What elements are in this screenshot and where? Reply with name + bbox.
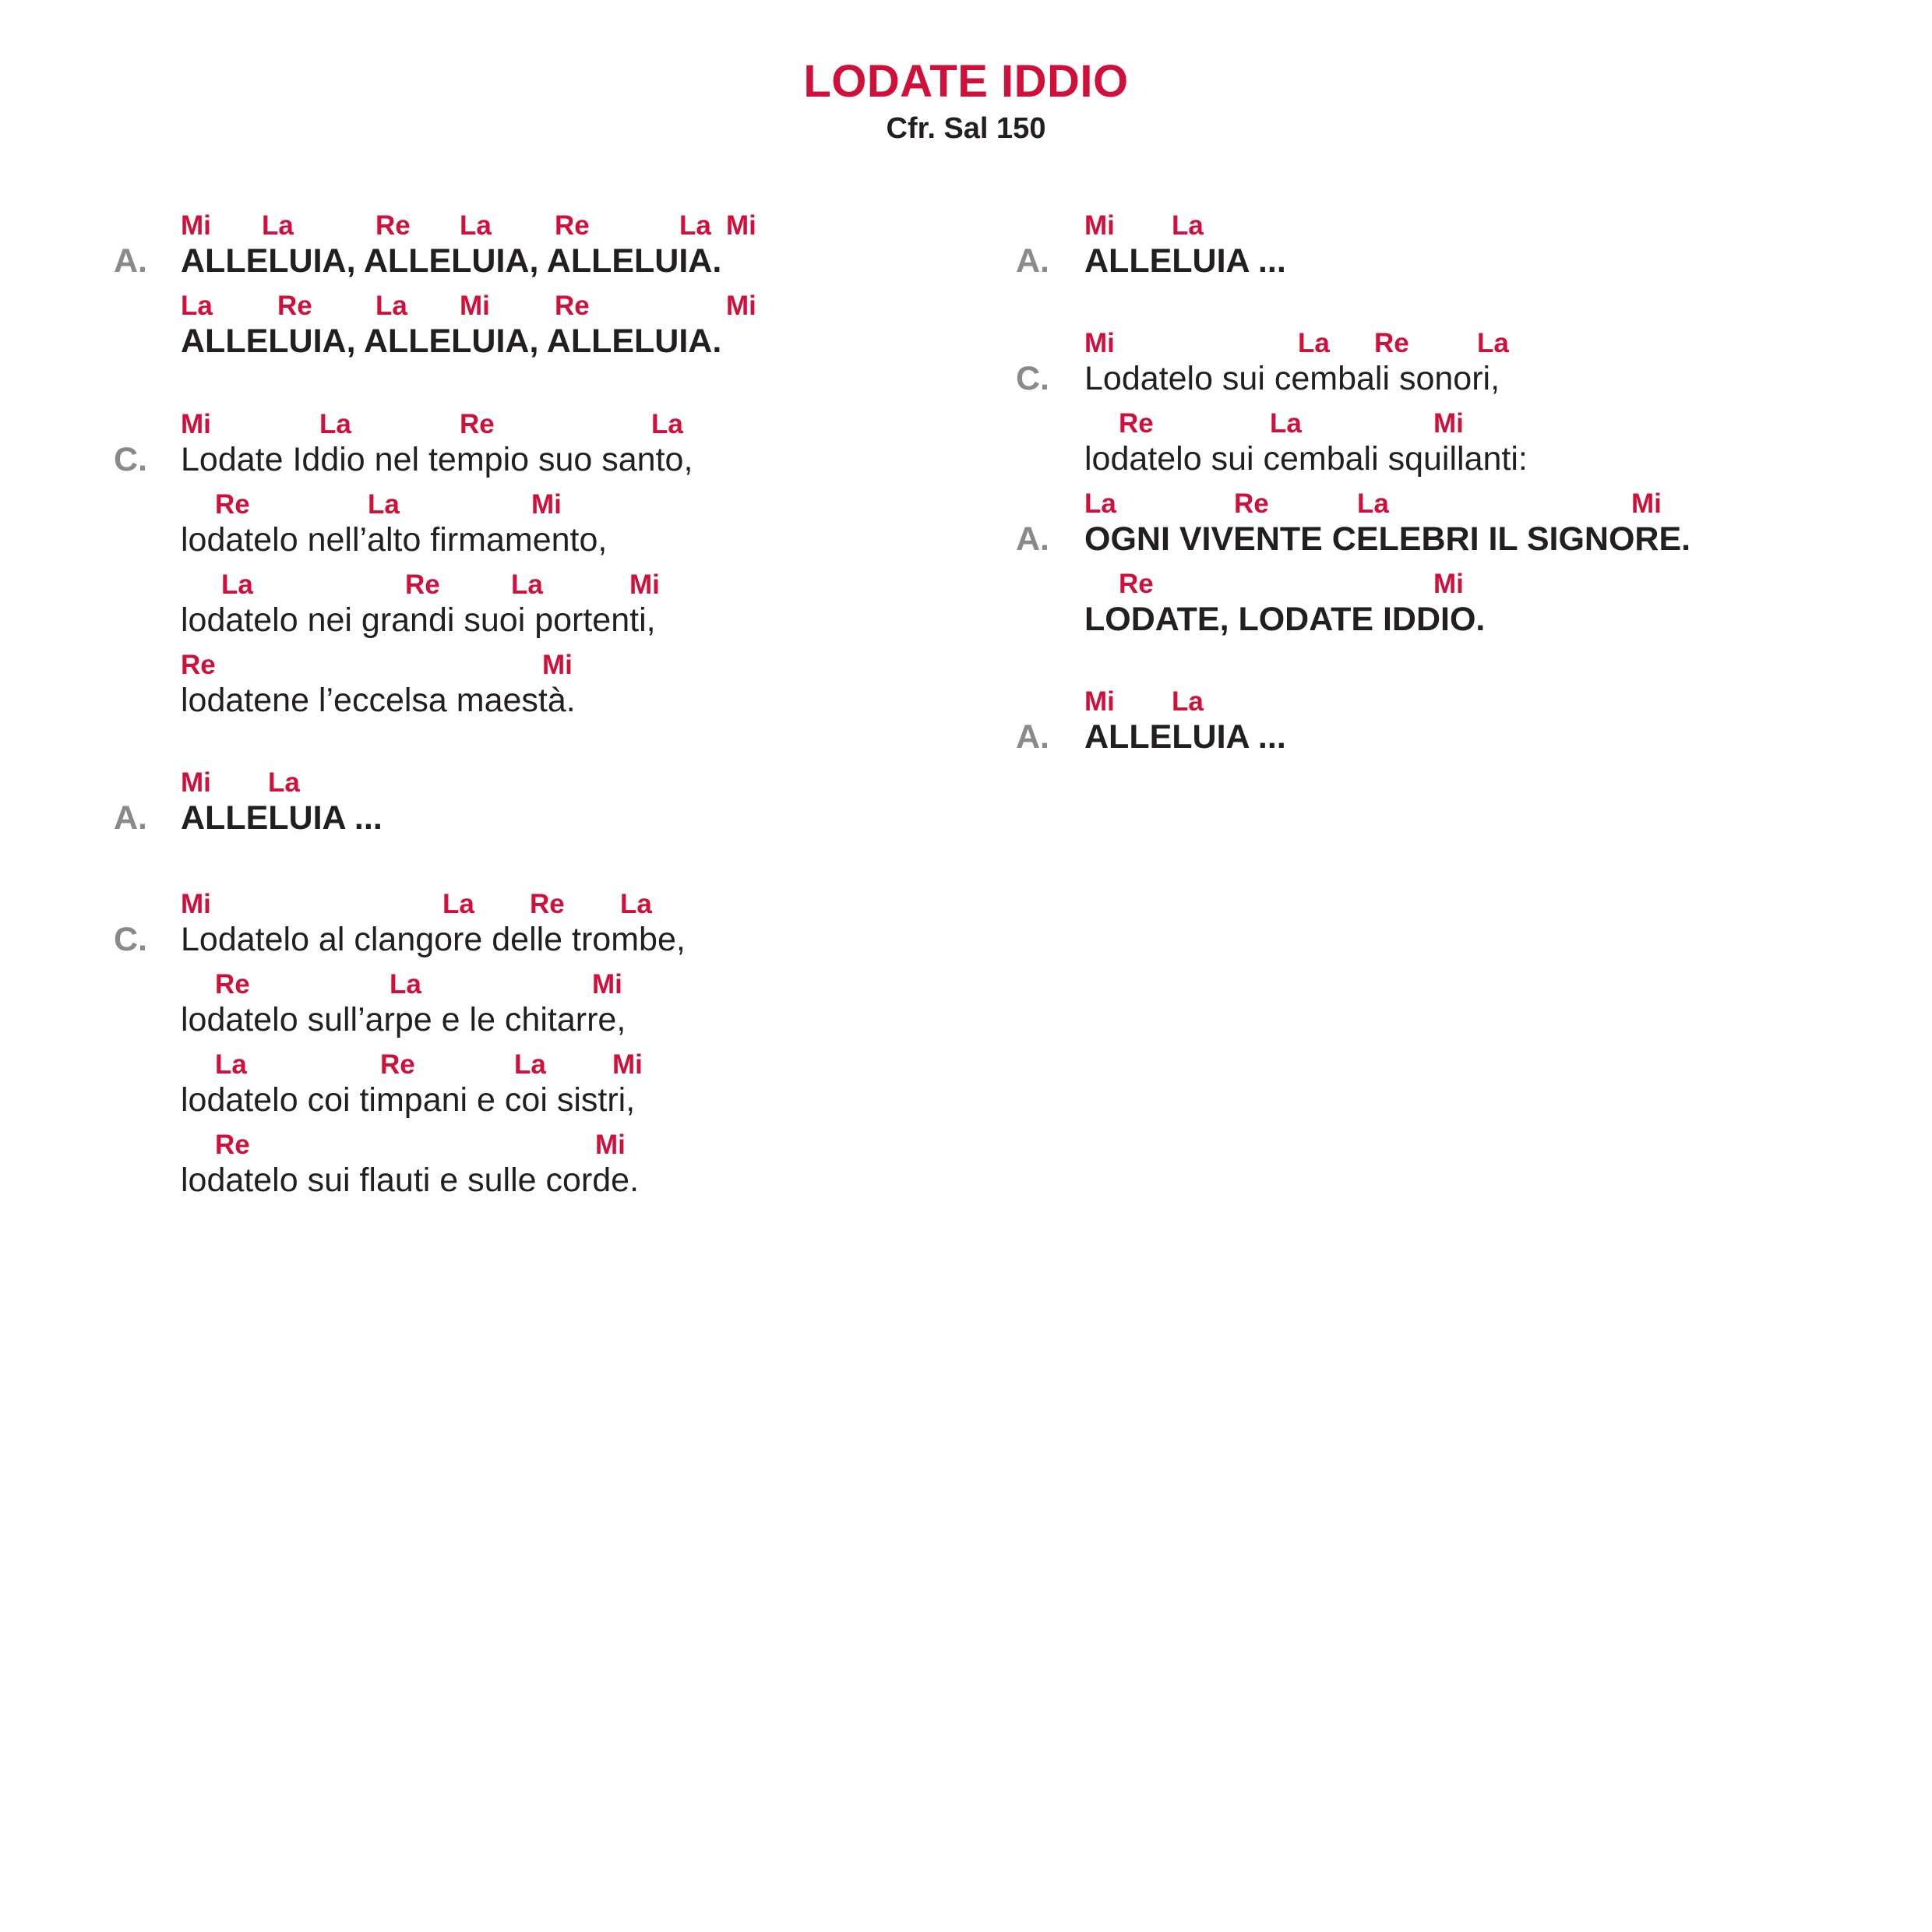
chord: Re xyxy=(215,489,250,520)
chord: La xyxy=(442,889,474,919)
lyric-line: lodatelo coi timpani e coi sistri, xyxy=(181,1081,636,1119)
chord: La xyxy=(1298,328,1330,358)
song-subtitle: Cfr. Sal 150 xyxy=(886,112,1046,145)
chord: La xyxy=(181,291,213,321)
chord: La xyxy=(1357,488,1389,519)
chord: La xyxy=(1172,686,1204,717)
chord: Mi xyxy=(726,210,756,241)
chord: Mi xyxy=(1084,686,1115,717)
choir-label: C. xyxy=(114,441,147,478)
chord: La xyxy=(375,291,407,321)
chord: Re xyxy=(555,291,590,321)
chord: Re xyxy=(1234,488,1269,519)
chord: Re xyxy=(181,650,216,680)
lyric-line: ALLELUIA, ALLELUIA, ALLELUIA. xyxy=(181,323,722,360)
lyric-line: lodatelo sui cembali squillanti: xyxy=(1084,440,1528,478)
chord: Re xyxy=(375,210,411,241)
chord: Re xyxy=(405,569,440,600)
chord: La xyxy=(262,210,294,241)
chord: La xyxy=(221,569,253,600)
assembly-label: A. xyxy=(1016,520,1049,558)
chord: La xyxy=(511,569,543,600)
lyric-line: ALLELUIA ... xyxy=(181,799,383,837)
chord: Re xyxy=(1374,328,1409,358)
chord: Re xyxy=(380,1049,415,1080)
chord: Mi xyxy=(726,291,756,321)
chord: Re xyxy=(555,210,590,241)
lyric-line: lodatelo sull’arpe e le chitarre, xyxy=(181,1001,626,1038)
chord: La xyxy=(268,767,300,798)
chord: Mi xyxy=(1433,408,1464,439)
chord: Mi xyxy=(531,489,562,520)
chord: La xyxy=(514,1049,546,1080)
song-title: LODATE IDDIO xyxy=(803,56,1129,107)
chord: La xyxy=(1084,488,1116,519)
choir-label: C. xyxy=(114,921,147,958)
chord: La xyxy=(460,210,492,241)
chord: La xyxy=(368,489,400,520)
lyric-line: OGNI VIVENTE CELEBRI IL SIGNORE. xyxy=(1084,520,1691,558)
chord: La xyxy=(319,409,351,439)
chord: La xyxy=(651,409,683,439)
chord: Mi xyxy=(181,210,211,241)
chord: Mi xyxy=(1433,569,1464,599)
lyric-line: lodatene l’eccelsa maestà. xyxy=(181,682,576,719)
chord: Mi xyxy=(460,291,490,321)
chord: Mi xyxy=(1631,488,1662,519)
chord: Mi xyxy=(181,409,211,439)
chord: Re xyxy=(1119,408,1154,439)
chord: Mi xyxy=(612,1049,643,1080)
chord: La xyxy=(620,889,652,919)
assembly-label: A. xyxy=(114,799,147,837)
choir-label: C. xyxy=(1016,360,1049,397)
chord: Re xyxy=(277,291,312,321)
lyric-line: ALLELUIA ... xyxy=(1084,718,1286,756)
chord: La xyxy=(1270,408,1302,439)
chord: Mi xyxy=(592,969,622,999)
chord: Mi xyxy=(542,650,573,680)
lyric-line: Lodatelo sui cembali sonori, xyxy=(1084,360,1500,397)
chord: La xyxy=(1172,210,1204,241)
chord: Mi xyxy=(1084,328,1115,358)
chord: Mi xyxy=(595,1130,626,1160)
chord: Mi xyxy=(181,767,211,798)
assembly-label: A. xyxy=(1016,242,1049,280)
chord: La xyxy=(1477,328,1509,358)
chord: Mi xyxy=(181,889,211,919)
lyric-line: Lodatelo al clangore delle trombe, xyxy=(181,921,686,958)
chord: La xyxy=(215,1049,247,1080)
assembly-label: A. xyxy=(114,242,147,280)
chord: La xyxy=(679,210,711,241)
chord: Mi xyxy=(1084,210,1115,241)
chord: Re xyxy=(460,409,495,439)
chord: La xyxy=(390,969,421,999)
chord: Re xyxy=(215,1130,250,1160)
lyric-line: LODATE, LODATE IDDIO. xyxy=(1084,601,1486,638)
lyric-line: lodatelo nell’alto firmamento, xyxy=(181,521,608,559)
lyric-line: lodatelo sui flauti e sulle corde. xyxy=(181,1162,640,1199)
lyric-line: lodatelo nei grandi suoi portenti, xyxy=(181,601,656,639)
assembly-label: A. xyxy=(1016,718,1049,756)
lyric-line: ALLELUIA ... xyxy=(1084,242,1286,280)
lyric-line: ALLELUIA, ALLELUIA, ALLELUIA. xyxy=(181,242,722,280)
chord: Re xyxy=(530,889,565,919)
chord: Re xyxy=(1119,569,1154,599)
chord: Mi xyxy=(629,569,660,600)
chord: Re xyxy=(215,969,250,999)
lyric-line: Lodate Iddio nel tempio suo santo, xyxy=(181,441,693,478)
